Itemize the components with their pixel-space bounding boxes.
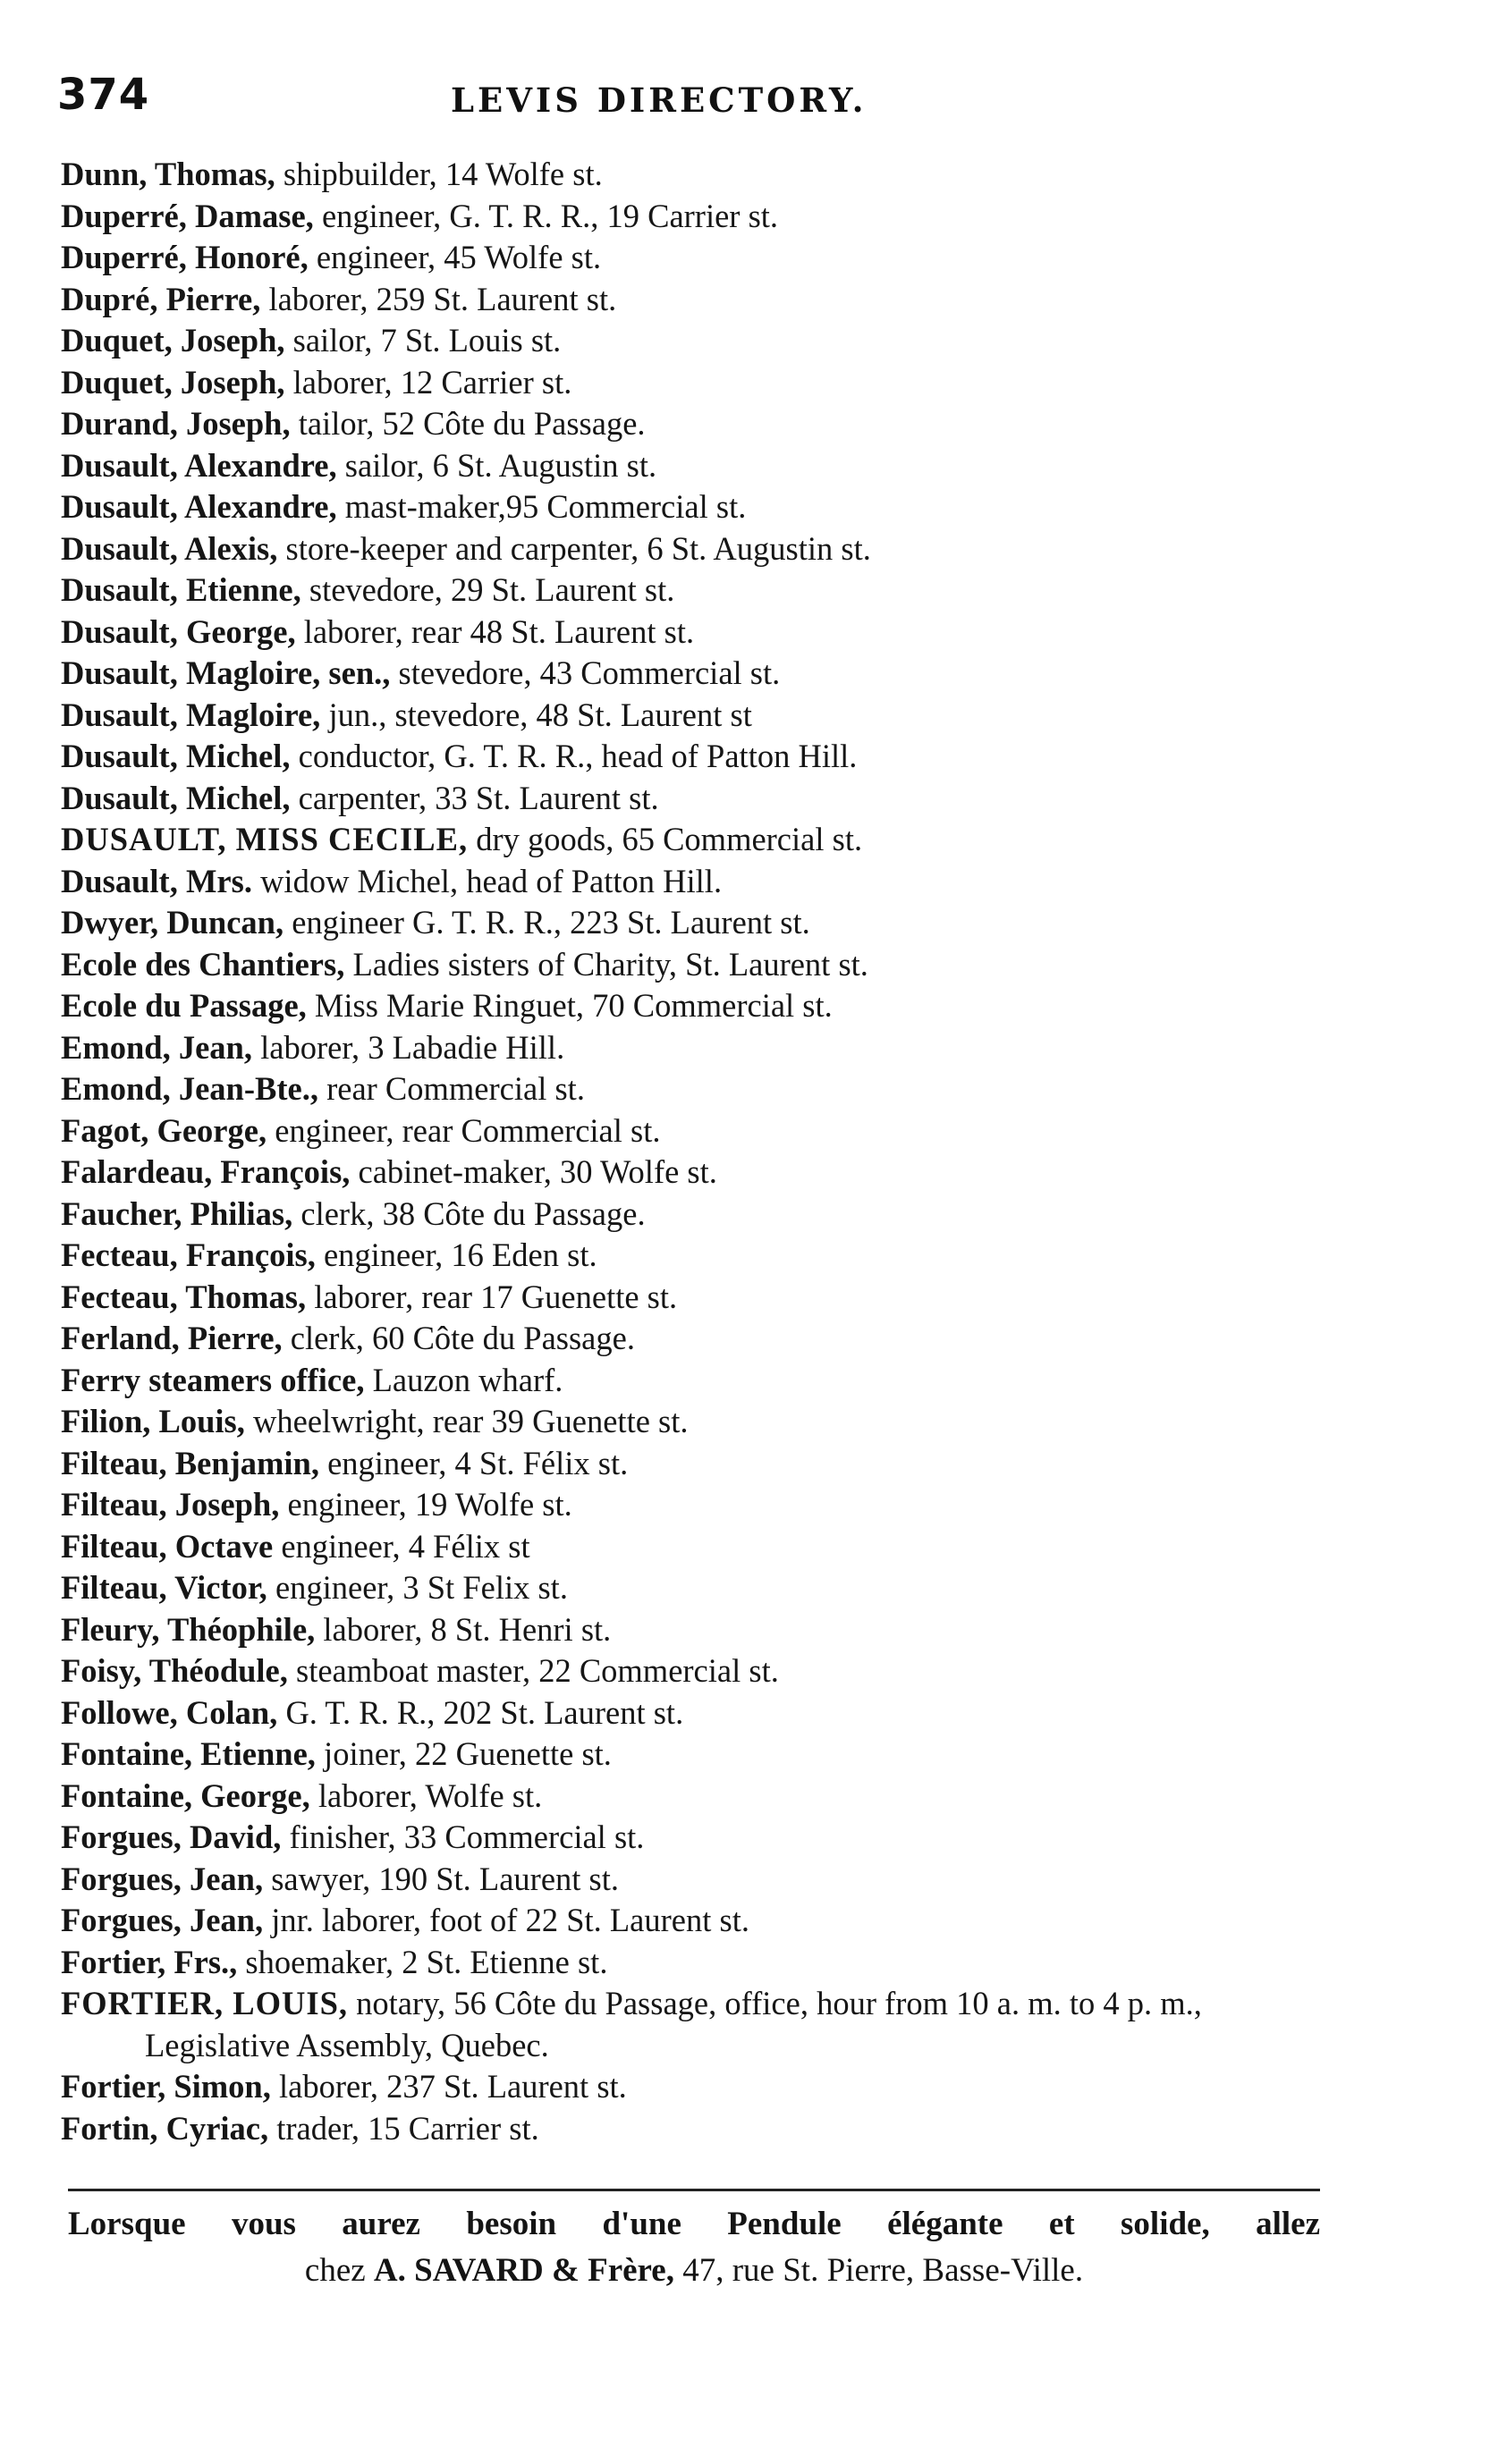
- entry-name: Faucher, Philias,: [61, 1194, 293, 1232]
- entry-name: Dusault, George,: [61, 612, 296, 650]
- entry-details: engineer, G. T. R. R., 19 Carrier st.: [313, 197, 779, 234]
- entry-details: engineer, 45 Wolfe st.: [308, 239, 602, 275]
- entry-details: stevedore, 29 St. Laurent st.: [300, 571, 675, 608]
- directory-entry: [61, 1401, 1340, 1443]
- entry-details: Lauzon wharf.: [364, 1361, 563, 1398]
- entry-name: Ecole du Passage,: [61, 987, 307, 1024]
- directory-entry: [61, 154, 1340, 196]
- directory-entry: [61, 1983, 1340, 2066]
- entry-details: Ladies sisters of Charity, St. Laurent st.: [344, 945, 868, 983]
- directory-entry: [61, 2108, 1340, 2150]
- entry-details: laborer, 259 St. Laurent st.: [260, 280, 617, 317]
- directory-entry: [61, 1776, 1340, 1818]
- entry-name: Dusault, Alexandre,: [61, 446, 337, 484]
- directory-entry: [61, 2066, 1340, 2108]
- directory-entry: [61, 902, 1340, 944]
- entry-details: laborer, Wolfe st.: [309, 1776, 543, 1814]
- entry-details: laborer, rear 48 St. Laurent st.: [295, 612, 695, 650]
- directory-entry: [61, 362, 1340, 404]
- entry-name: Dupré, Pierre,: [61, 280, 261, 317]
- directory-entry: [61, 1609, 1340, 1651]
- entry-name: Fleury, Théophile,: [61, 1610, 316, 1648]
- entry-details: trader, 15 Carrier st.: [268, 2109, 539, 2147]
- running-title: LEVIS DIRECTORY.: [451, 80, 867, 120]
- entry-details: store-keeper and carpenter, 6 St. Augustin st.: [277, 529, 871, 567]
- directory-entry: [61, 1900, 1340, 1942]
- entry-details: stevedore, 43 Commercial st.: [390, 654, 781, 691]
- entry-details: tailor, 52 Côte du Passage.: [290, 405, 646, 442]
- entry-details: laborer, 12 Carrier st.: [284, 363, 572, 401]
- entry-details: laborer, 8 St. Henri st.: [315, 1610, 612, 1648]
- entry-name: Dusault, Magloire,: [61, 696, 321, 733]
- entry-details: wheelwright, rear 39 Guenette st.: [244, 1403, 689, 1439]
- directory-entry: [61, 1443, 1340, 1485]
- entry-name: Dusault, Alexandre,: [61, 488, 337, 525]
- directory-entry: [61, 237, 1340, 279]
- directory-entry: [61, 736, 1340, 778]
- entry-name: Dusault, Etienne,: [61, 571, 301, 608]
- advert-prefix: chez: [304, 2252, 374, 2289]
- entry-details: sailor, 7 St. Louis st.: [284, 322, 562, 359]
- entry-details: engineer G. T. R. R., 223 St. Laurent st.: [284, 904, 810, 941]
- entry-name: Falardeau, François,: [61, 1153, 351, 1190]
- entry-name: Dwyer, Duncan,: [61, 904, 284, 941]
- entry-details: laborer, 3 Labadie Hill.: [251, 1028, 565, 1066]
- entry-name: Fecteau, Thomas,: [61, 1278, 307, 1315]
- advert-address: 47, rue St. Pierre, Basse-Ville.: [673, 2252, 1084, 2289]
- directory-entry: [61, 528, 1340, 570]
- entry-details: G. T. R. R., 202 St. Laurent st.: [277, 1693, 684, 1731]
- directory-entry: [61, 1360, 1340, 1402]
- entry-details: engineer, rear Commercial st.: [267, 1111, 661, 1149]
- directory-entry: [61, 1484, 1340, 1526]
- entry-name: Dusault, Alexis,: [61, 529, 278, 567]
- entry-name: Ferland, Pierre,: [61, 1320, 283, 1356]
- entry-name: Dusault, Magloire, sen.,: [61, 654, 391, 691]
- advert-firm-name: A. SAVARD & Frère,: [373, 2252, 674, 2289]
- entry-name: Filion, Louis,: [61, 1403, 245, 1439]
- entry-name: Forgues, Jean,: [61, 1860, 264, 1897]
- entry-name: Emond, Jean-Bte.,: [61, 1070, 318, 1107]
- entry-details: finisher, 33 Commercial st.: [281, 1818, 645, 1855]
- entry-details: Miss Marie Ringuet, 70 Commercial st.: [306, 987, 833, 1024]
- entry-name: Duquet, Joseph,: [61, 322, 285, 359]
- directory-entry: [61, 1318, 1340, 1360]
- directory-entry: [61, 403, 1340, 445]
- entry-name: Durand, Joseph,: [61, 405, 291, 442]
- directory-entry: [61, 1027, 1340, 1069]
- entry-name: DUSAULT, MISS CECILE,: [61, 821, 469, 857]
- entry-details: steamboat master, 22 Commercial st.: [287, 1652, 779, 1689]
- directory-entry: [61, 445, 1340, 487]
- entry-name: Filteau, Victor,: [61, 1569, 267, 1606]
- entry-name: Forgues, David,: [61, 1818, 282, 1855]
- directory-entry: [61, 1942, 1340, 1984]
- page-number: 374: [57, 70, 150, 120]
- page-header: [57, 70, 969, 132]
- entry-details: joiner, 22 Guenette st.: [315, 1735, 612, 1772]
- directory-entry: [61, 985, 1340, 1027]
- entry-details: shipbuilder, 14 Wolfe st.: [275, 156, 603, 192]
- entry-details: laborer, rear 17 Guenette st.: [306, 1278, 678, 1315]
- entry-details: mast-maker,95 Commercial st.: [336, 488, 747, 525]
- entry-name: Dusault, Michel,: [61, 779, 291, 816]
- entry-details: clerk, 38 Côte du Passage.: [292, 1194, 646, 1232]
- entry-details: dry goods, 65 Commercial st.: [468, 821, 863, 857]
- entry-details: cabinet-maker, 30 Wolfe st.: [350, 1153, 717, 1190]
- entry-details: sailor, 6 St. Augustin st.: [336, 446, 657, 484]
- entry-details: notary, 56 Côte du Passage, office, hour from 10 a. m. to 4 p. m., Legislative Assembly, Quebec.: [145, 1985, 1202, 2063]
- directory-entry: [61, 320, 1340, 362]
- directory-entry: [61, 1277, 1340, 1319]
- entry-name: Dusault, Mrs.: [61, 862, 252, 899]
- directory-entry: [61, 1734, 1340, 1776]
- entry-details: engineer, 19 Wolfe st.: [279, 1486, 572, 1523]
- entry-name: Fontaine, Etienne,: [61, 1735, 316, 1772]
- entry-name: Foisy, Théodule,: [61, 1652, 288, 1689]
- directory-entry: [61, 653, 1340, 695]
- entry-name: Fontaine, George,: [61, 1776, 310, 1814]
- entry-name: Forgues, Jean,: [61, 1902, 264, 1938]
- entry-details: carpenter, 33 St. Laurent st.: [290, 779, 659, 816]
- directory-entry: [61, 1650, 1340, 1692]
- entry-details: engineer, 4 St. Félix st.: [318, 1444, 629, 1481]
- entry-details: shoemaker, 2 St. Etienne st.: [237, 1943, 608, 1980]
- entry-name: Followe, Colan,: [61, 1693, 278, 1731]
- directory-entry: [61, 1692, 1340, 1734]
- entry-name: Duperré, Honoré,: [61, 239, 309, 275]
- entry-name: FORTIER, LOUIS,: [61, 1985, 348, 2021]
- entry-details: engineer, 4 Félix st: [273, 1527, 530, 1565]
- entry-name: Ecole des Chantiers,: [61, 945, 345, 983]
- entry-name: Duquet, Joseph,: [61, 363, 285, 401]
- directory-entry: [61, 1567, 1340, 1609]
- advert-divider: [68, 2189, 1320, 2191]
- directory-entry: [61, 819, 1340, 861]
- entry-details: rear Commercial st.: [317, 1070, 585, 1107]
- directory-entry: [61, 1068, 1340, 1110]
- directory-entry: [61, 1152, 1340, 1194]
- entry-name: Filteau, Benjamin,: [61, 1444, 319, 1481]
- directory-entry: [61, 861, 1340, 903]
- directory-entry: [61, 944, 1340, 986]
- directory-entry: [61, 778, 1340, 820]
- advert-line-2: [68, 2248, 1320, 2294]
- entry-name: Fagot, George,: [61, 1111, 267, 1149]
- entry-name: Fortier, Simon,: [61, 2068, 271, 2105]
- entry-name: Filteau, Joseph,: [61, 1486, 280, 1523]
- directory-entry: [61, 279, 1340, 321]
- directory-entries: [61, 154, 1340, 2149]
- entry-details: clerk, 60 Côte du Passage.: [282, 1320, 635, 1356]
- entry-name: Duperré, Damase,: [61, 197, 314, 234]
- directory-entry: [61, 196, 1340, 238]
- entry-details: sawyer, 190 St. Laurent st.: [263, 1860, 620, 1897]
- entry-details: engineer, 16 Eden st.: [315, 1236, 597, 1273]
- entry-name: Dusault, Michel,: [61, 738, 291, 774]
- directory-entry: [61, 1110, 1340, 1152]
- entry-name: Ferry steamers office,: [61, 1361, 365, 1398]
- entry-name: Filteau, Octave: [61, 1527, 274, 1565]
- directory-entry: [61, 486, 1340, 528]
- entry-details: widow Michel, head of Patton Hill.: [251, 862, 723, 899]
- entry-name: Emond, Jean,: [61, 1028, 252, 1066]
- directory-entry: [61, 1859, 1340, 1901]
- entry-details: engineer, 3 St Felix st.: [267, 1569, 568, 1606]
- entry-name: Fecteau, François,: [61, 1236, 316, 1273]
- entry-name: Dunn, Thomas,: [61, 156, 275, 192]
- directory-entry: [61, 1817, 1340, 1859]
- directory-entry: [61, 1526, 1340, 1568]
- directory-entry: [61, 612, 1340, 654]
- advertisement: [68, 2201, 1320, 2294]
- entry-details: jnr. laborer, foot of 22 St. Laurent st.: [263, 1902, 749, 1938]
- advert-line-1: Lorsque vous aurez besoin d'une Pendule élégante et solide, allez: [68, 2206, 1320, 2242]
- directory-entry: [61, 1194, 1340, 1236]
- directory-entry: [61, 570, 1340, 612]
- entry-name: Fortin, Cyriac,: [61, 2109, 269, 2147]
- entry-details: jun., stevedore, 48 St. Laurent st: [320, 696, 752, 733]
- directory-entry: [61, 1235, 1340, 1277]
- entry-name: Fortier, Frs.,: [61, 1943, 238, 1980]
- directory-entry: [61, 695, 1340, 737]
- entry-details: laborer, 237 St. Laurent st.: [270, 2068, 627, 2105]
- entry-details: conductor, G. T. R. R., head of Patton Hill.: [290, 738, 858, 774]
